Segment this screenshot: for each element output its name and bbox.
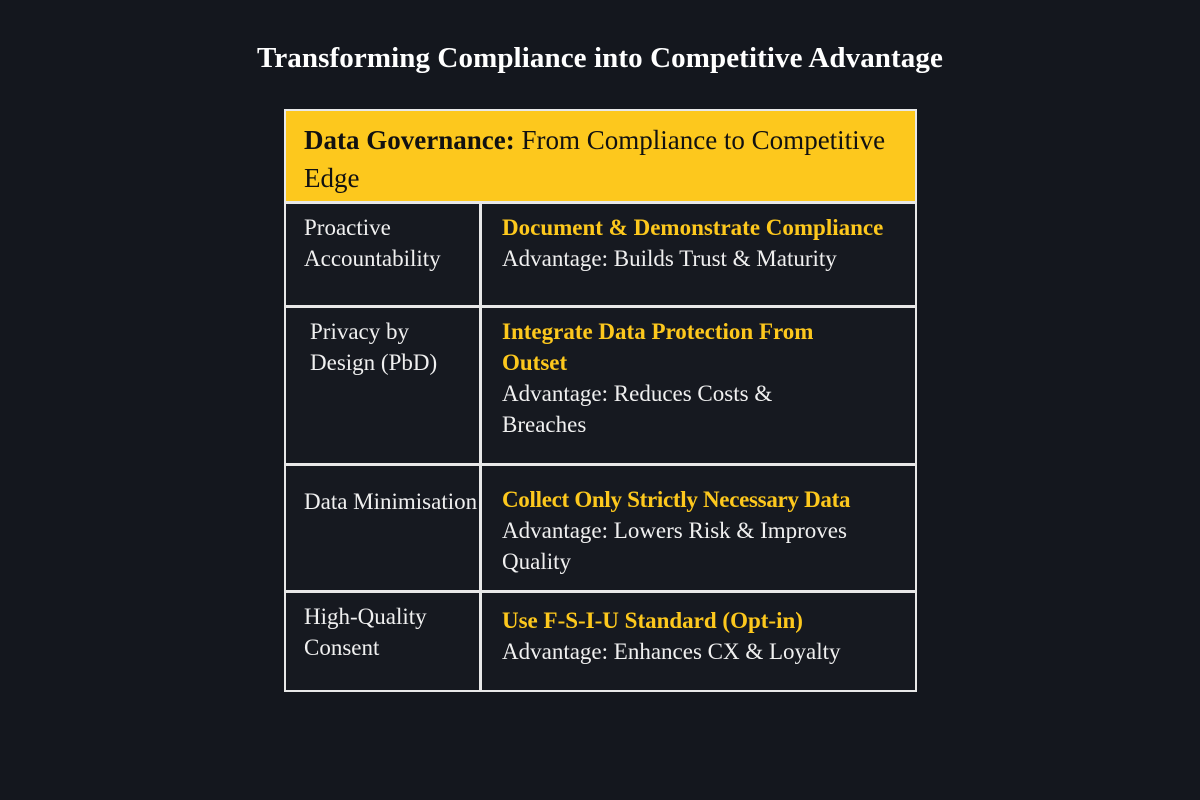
table-header <box>286 111 915 201</box>
table-row <box>286 201 915 305</box>
table-row <box>286 463 915 590</box>
table-row <box>286 590 915 690</box>
detail-cell <box>482 204 915 305</box>
principle-cell: High-Quality Consent <box>286 593 482 690</box>
page-title: Transforming Compliance into Competitive Advantage <box>257 42 943 74</box>
action-text: Use F-S-I-U Standard (Opt-in) <box>502 608 803 633</box>
principle-cell: Data Minimisation <box>286 466 482 590</box>
advantage-text: Advantage: Enhances CX & Loyalty <box>502 639 841 664</box>
detail-cell <box>482 593 915 690</box>
principle-cell: Proactive Accountability <box>286 204 482 305</box>
advantage-text: Advantage: Builds Trust & Maturity <box>502 246 837 271</box>
header-bold: Data Governance: <box>304 125 515 155</box>
principle-cell: Privacy by Design (PbD) <box>286 308 482 463</box>
governance-table <box>284 109 917 692</box>
advantage-text: Advantage: Lowers Risk & Improves Quality <box>502 518 847 574</box>
header-text: From Compliance to Competitive Edge <box>304 125 886 193</box>
action-text: Integrate Data Protection From Outset <box>502 319 814 375</box>
detail-cell <box>482 308 915 463</box>
detail-cell <box>482 466 915 590</box>
table-row <box>286 305 915 463</box>
action-text: Collect Only Strictly Necessary Data <box>502 487 851 512</box>
action-text: Document & Demonstrate Compliance <box>502 215 884 240</box>
advantage-text: Advantage: Reduces Costs & Breaches <box>502 381 773 437</box>
